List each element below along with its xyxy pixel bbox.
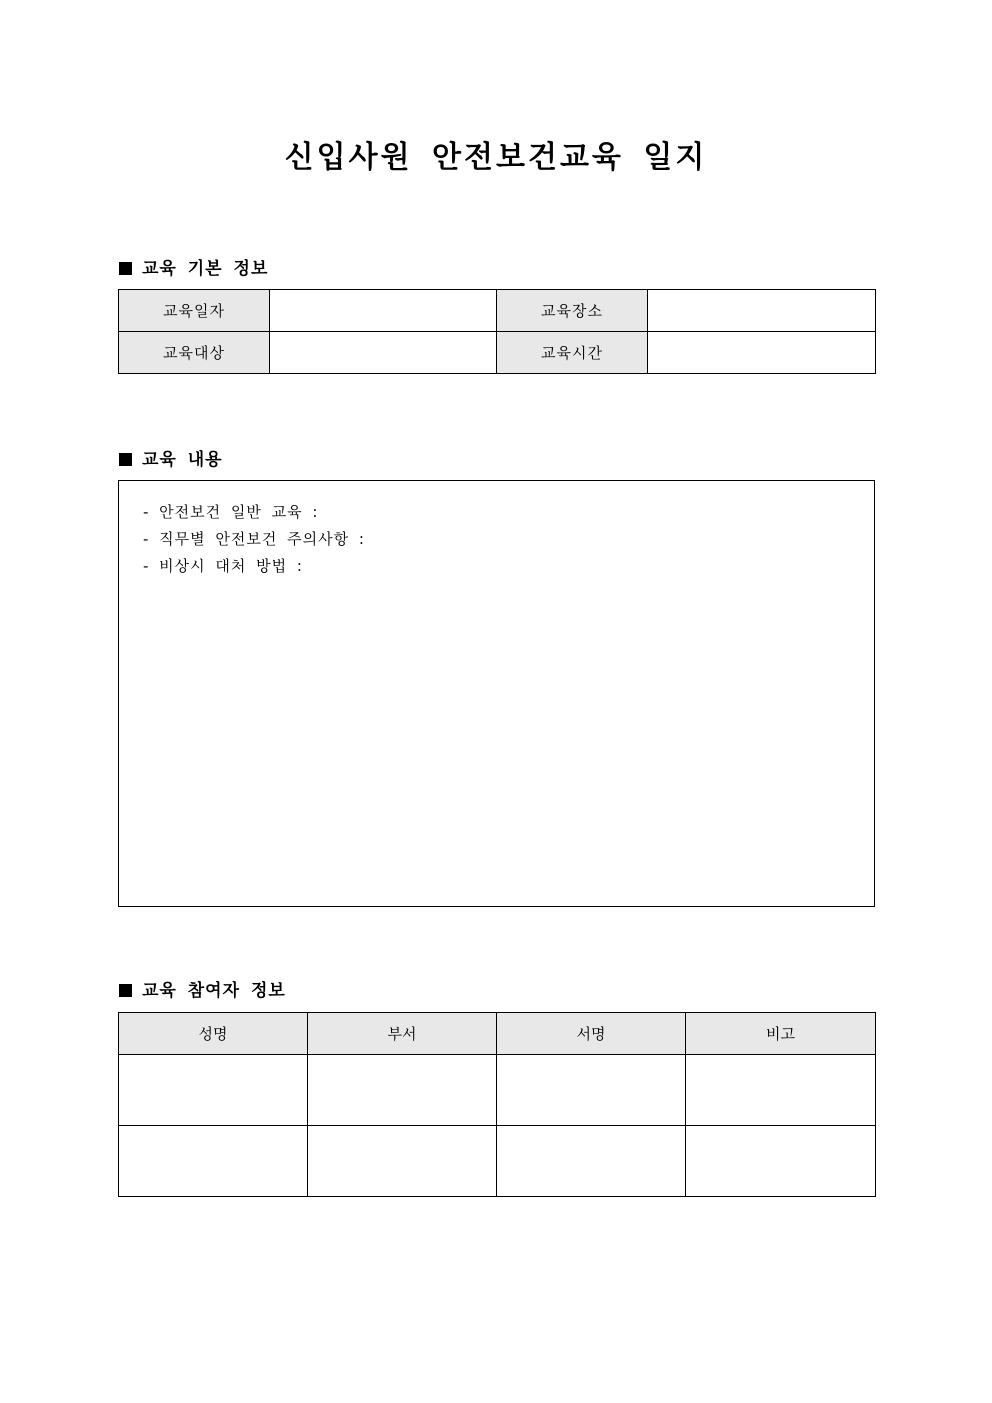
education-target-label: 교육대상: [119, 332, 270, 374]
list-item: - 직무별 안전보건 주의사항 :: [143, 530, 365, 548]
square-bullet-icon: [119, 984, 132, 997]
basic-info-table: [118, 289, 876, 374]
page-title: 신입사원 안전보건교육 일지: [284, 140, 708, 175]
section-heading-label: 교육 내용: [142, 450, 223, 470]
education-time-field[interactable]: [648, 332, 876, 374]
remarks-cell[interactable]: [686, 1055, 876, 1126]
column-header-signature: 서명: [497, 1013, 686, 1055]
table-row: [119, 1126, 876, 1197]
signature-cell[interactable]: [497, 1055, 686, 1126]
table-header-row: [119, 1013, 876, 1055]
table-row: [119, 332, 876, 374]
education-content-box[interactable]: [118, 480, 875, 907]
name-cell[interactable]: [119, 1055, 308, 1126]
table-row: [119, 290, 876, 332]
department-cell[interactable]: [308, 1126, 497, 1197]
list-item: - 비상시 대처 방법 :: [143, 557, 303, 575]
signature-cell[interactable]: [497, 1126, 686, 1197]
education-place-label: 교육장소: [497, 290, 648, 332]
section-heading-participants: [119, 976, 286, 1001]
education-date-label: 교육일자: [119, 290, 270, 332]
name-cell[interactable]: [119, 1126, 308, 1197]
education-place-field[interactable]: [648, 290, 876, 332]
section-heading-label: 교육 참여자 정보: [142, 981, 286, 1001]
content-list: [119, 481, 874, 580]
section-heading-label: 교육 기본 정보: [142, 259, 269, 279]
section-heading-basic-info: [119, 254, 268, 279]
column-header-remarks: 비고: [686, 1013, 876, 1055]
column-header-name: 성명: [119, 1013, 308, 1055]
education-target-field[interactable]: [270, 332, 497, 374]
section-heading-content: [119, 445, 223, 470]
education-date-field[interactable]: [270, 290, 497, 332]
participants-table: [118, 1012, 876, 1197]
list-item: - 안전보건 일반 교육 :: [143, 503, 319, 521]
remarks-cell[interactable]: [686, 1126, 876, 1197]
education-time-label: 교육시간: [497, 332, 648, 374]
column-header-department: 부서: [308, 1013, 497, 1055]
square-bullet-icon: [119, 262, 132, 275]
square-bullet-icon: [119, 453, 132, 466]
department-cell[interactable]: [308, 1055, 497, 1126]
table-row: [119, 1055, 876, 1126]
